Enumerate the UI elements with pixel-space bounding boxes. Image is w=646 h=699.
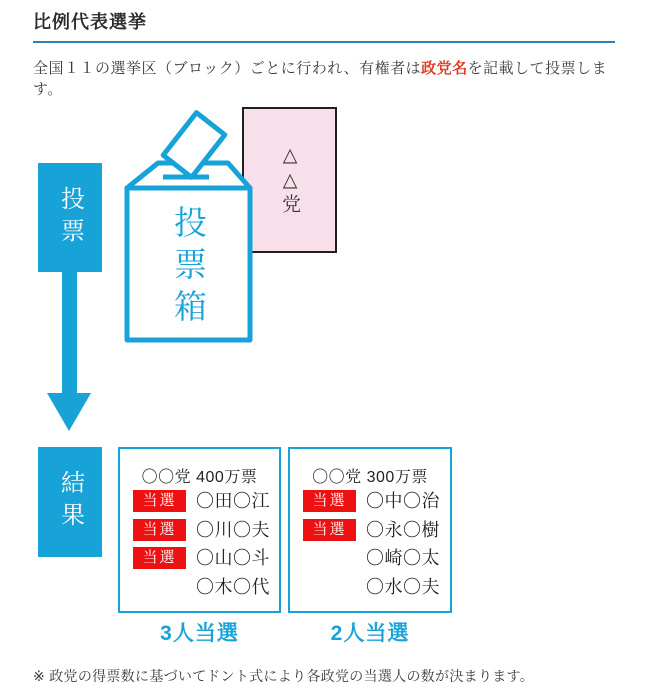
candidate-name: 〇田〇江 bbox=[196, 491, 270, 511]
party-ballot-card-text: △△党 bbox=[279, 144, 300, 216]
result-row bbox=[120, 490, 279, 512]
page-title: 比例代表選挙 bbox=[33, 12, 147, 32]
candidate-name: 〇水〇夫 bbox=[366, 577, 440, 597]
flow-arrow-stem bbox=[62, 271, 77, 393]
step-vote-text: 投票 bbox=[56, 185, 84, 250]
candidate-name: 〇木〇代 bbox=[196, 577, 270, 597]
candidate-name: 〇山〇斗 bbox=[196, 548, 270, 568]
intro-text-highlight: 政党名 bbox=[421, 60, 468, 77]
result-row bbox=[120, 576, 279, 598]
ballot-box-label-text: 投票箱 bbox=[170, 205, 207, 331]
result-row bbox=[120, 519, 279, 541]
elected-badge: 当選 bbox=[303, 519, 356, 541]
result-header: 〇〇党 400万票 bbox=[141, 469, 258, 486]
candidate-name: 〇中〇治 bbox=[366, 491, 440, 511]
result-row bbox=[290, 576, 450, 598]
result-row bbox=[120, 547, 279, 569]
result-caption-party-1: 3人当選 bbox=[160, 622, 239, 645]
result-header: 〇〇党 300万票 bbox=[312, 469, 428, 486]
footnote: ※ 政党の得票数に基づいてドント式により各政党の当選人の数が決まります。 bbox=[33, 668, 535, 684]
candidate-name: 〇永〇樹 bbox=[366, 520, 440, 540]
title-underline bbox=[33, 41, 615, 43]
candidate-name: 〇川〇夫 bbox=[196, 520, 270, 540]
step-result-text: 結果 bbox=[56, 470, 84, 534]
elected-badge: 当選 bbox=[133, 547, 186, 569]
elected-badge: 当選 bbox=[133, 490, 186, 512]
candidate-name: 〇崎〇太 bbox=[366, 548, 440, 568]
result-row bbox=[290, 547, 450, 569]
flow-arrow-head bbox=[47, 393, 91, 431]
step-vote-label bbox=[38, 163, 102, 272]
elected-badge: 当選 bbox=[303, 490, 356, 512]
result-caption-party-2: 2人当選 bbox=[330, 622, 410, 645]
result-box-party-2 bbox=[288, 447, 452, 613]
result-row bbox=[290, 490, 450, 512]
intro-text-pre: 全国１１の選挙区（ブロック）ごとに行われ、有権者は bbox=[33, 60, 422, 77]
intro-text bbox=[33, 57, 633, 99]
ballot-box-label bbox=[127, 200, 250, 336]
result-box-party-1 bbox=[118, 447, 281, 613]
elected-badge: 当選 bbox=[133, 519, 186, 541]
intro-text-post: を記載して投票します。 bbox=[33, 60, 608, 98]
result-row bbox=[290, 519, 450, 541]
step-result-label bbox=[38, 447, 102, 557]
